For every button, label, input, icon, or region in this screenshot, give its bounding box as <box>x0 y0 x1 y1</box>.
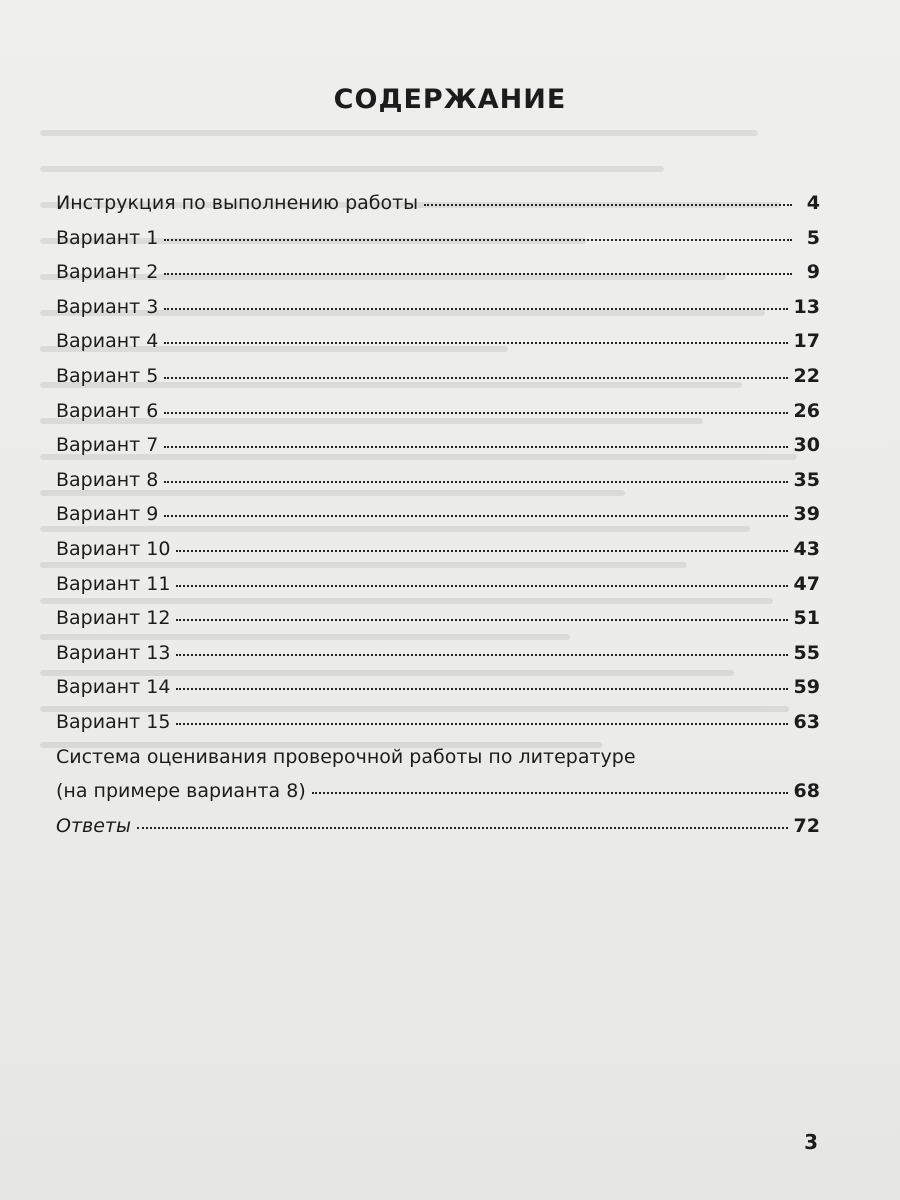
toc-entry[interactable]: Вариант 4 17 <box>56 330 820 353</box>
toc-entry[interactable]: Вариант 2 9 <box>56 261 820 284</box>
toc-entry-answers[interactable]: Ответы 72 <box>56 814 820 837</box>
toc-entry[interactable]: Вариант 8 35 <box>56 468 820 491</box>
page-title: СОДЕРЖАНИЕ <box>333 84 567 115</box>
toc-entry[interactable]: Вариант 6 26 <box>56 399 820 422</box>
toc-entry-assessment[interactable]: Система оценивания проверочной работы по литературе (на примере варианта 8) 68 <box>56 745 820 803</box>
toc-entry[interactable]: Вариант 1 5 <box>56 226 820 249</box>
toc-entry[interactable]: Вариант 7 30 <box>56 434 820 457</box>
toc-entry[interactable]: Вариант 9 39 <box>56 503 820 526</box>
table-of-contents <box>56 186 820 843</box>
toc-entry[interactable]: Вариант 12 51 <box>56 607 820 630</box>
toc-entry[interactable]: Вариант 11 47 <box>56 572 820 595</box>
toc-entry[interactable]: Вариант 10 43 <box>56 537 820 560</box>
toc-entry[interactable]: Вариант 5 22 <box>56 364 820 387</box>
toc-entry[interactable]: Вариант 13 55 <box>56 641 820 664</box>
page-number: 3 <box>804 1130 818 1154</box>
toc-entry[interactable]: Вариант 14 59 <box>56 676 820 699</box>
toc-entry[interactable]: Вариант 3 13 <box>56 295 820 318</box>
toc-entry[interactable]: Инструкция по выполнению работы 4 <box>56 192 820 214</box>
toc-entry[interactable]: Вариант 15 63 <box>56 710 820 733</box>
